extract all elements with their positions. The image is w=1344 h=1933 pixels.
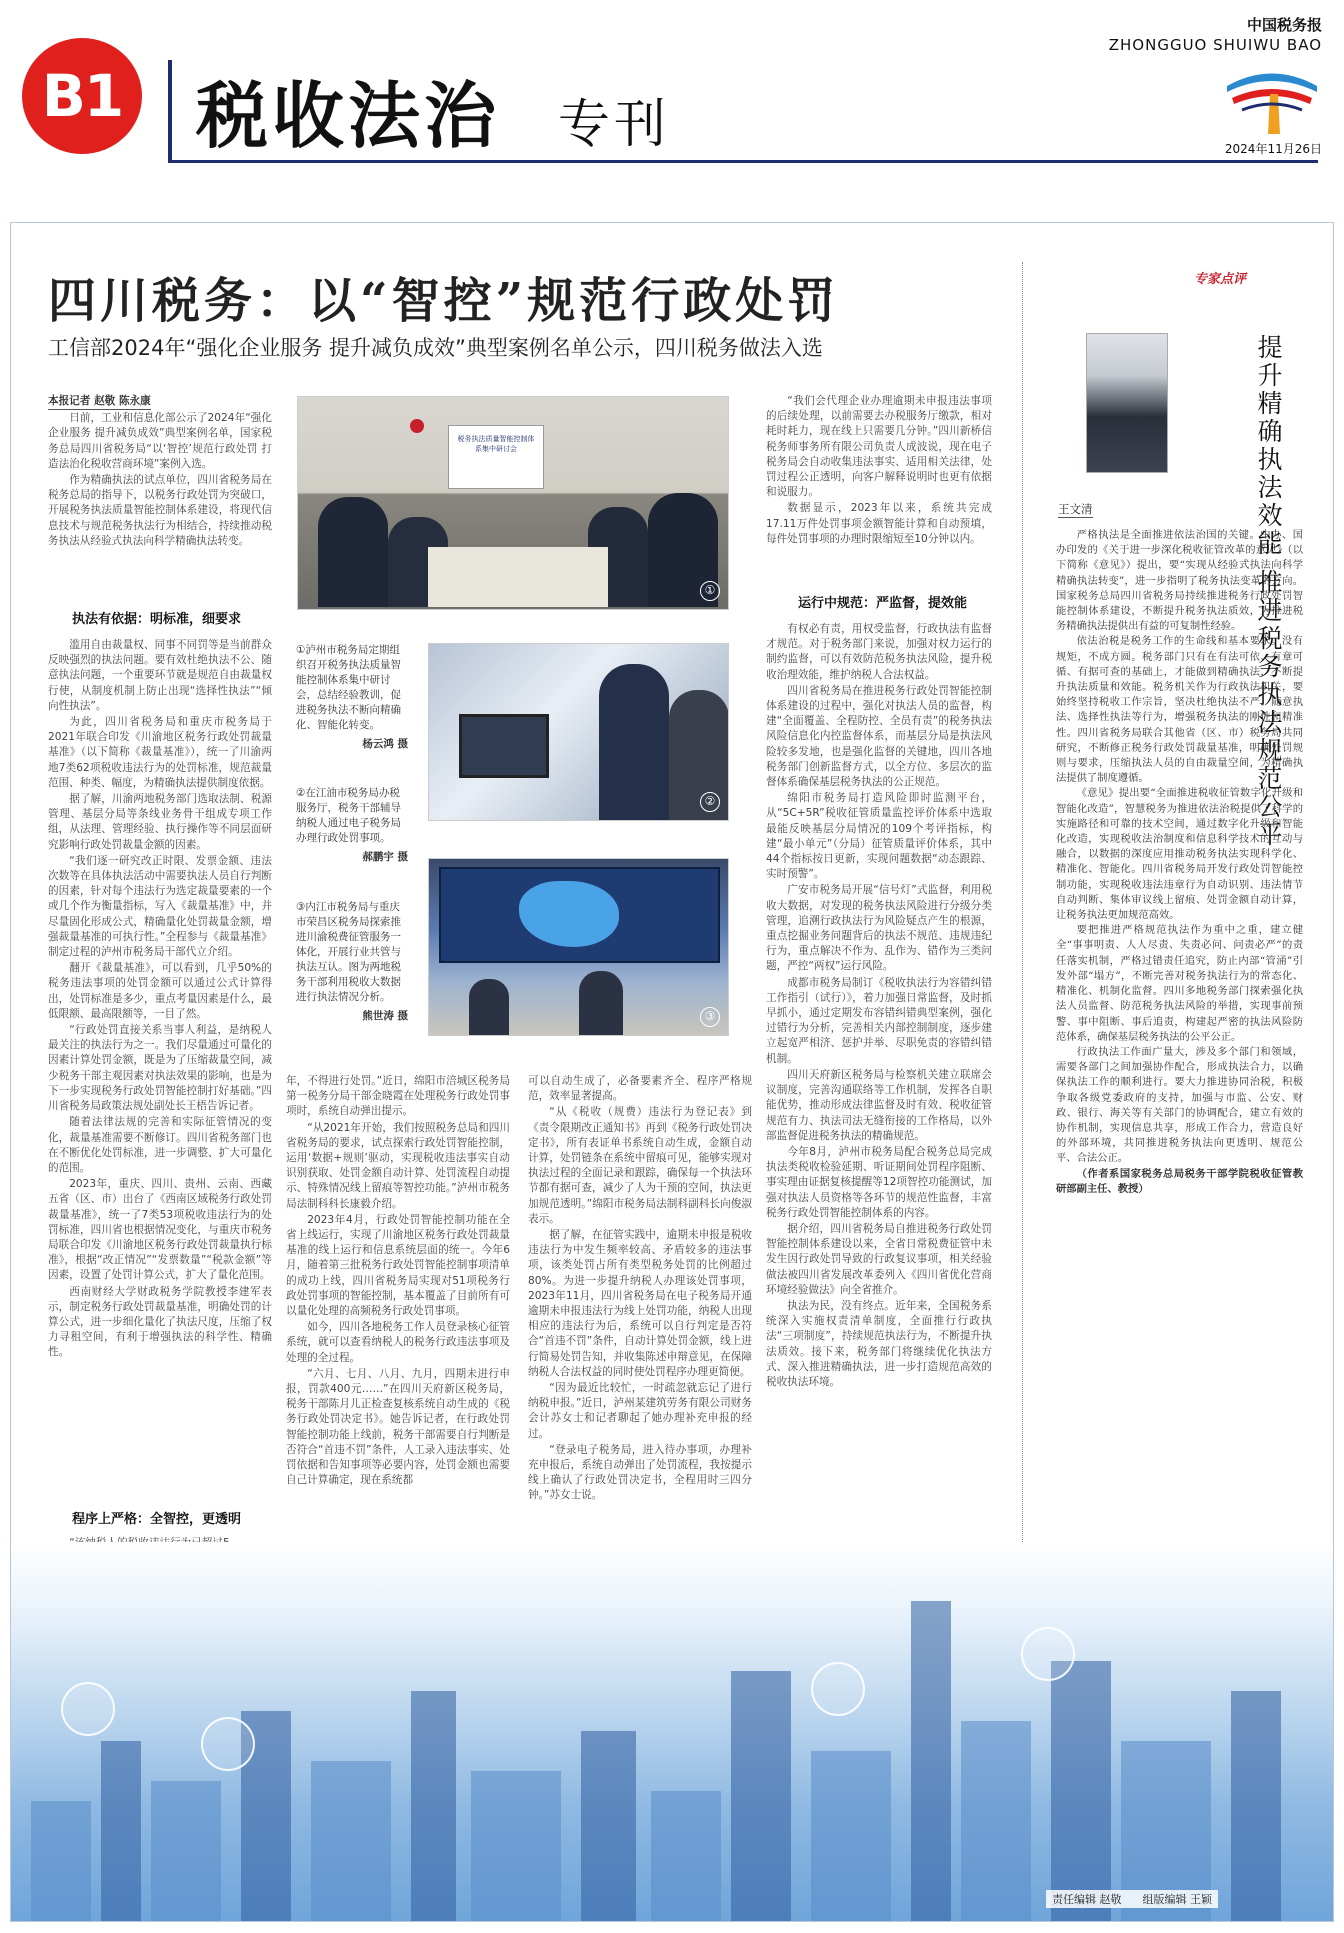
paragraph: 翻开《裁量基准》，可以看到，几乎50%的税务违法事项的处罚金额可以通过公式计算得出，处罚标准是多少，重点考量因素是什么，最低限额、最高限额等，一目了然。 xyxy=(48,962,272,1020)
emblem-icon xyxy=(410,419,424,433)
paragraph: 四川天府新区税务局与检察机关建立联席会议制度，完善沟通联络等工作机制，发挥各自职能优势，推动形成法律监督及时有效、税收征管规范有力、执法司法无缝衔接的工作格局，以外部监督促进税务执法的精确规范。 xyxy=(766,1068,992,1142)
paragraph: 据了解，在征管实践中，逾期未申报是税收违法行为中发生频率较高、矛盾较多的违法事项，该类处罚占所有类型税务处罚的比例超过80%。为进一步提升纳税人办理该处罚事项，2023年11月，四川省税务局在电子税务局开通逾期未申报违法行为线上处罚功能，纳税人出现相应的违法行为后，系统可以自行判定是否符合“首违不罚”条件，自动计算处罚金额，线上进行简易处罚告知，并收集陈述申辩意见，在保障纳税人合法权益的同时使处罚程序办理更简便。 xyxy=(528,1229,752,1378)
building xyxy=(581,1731,636,1921)
paragraph: 执法为民，没有终点。近年来，全国税务系统深入实施权责清单制度，全面推行行政执法“三项制度”，持续规范执法行为，不断提升执法质效。接下来，税务部门将继续优化执法方式、深入推进精确执法，进一步打造规范高效的税收执法环境。 xyxy=(766,1299,992,1388)
masthead xyxy=(0,0,1344,215)
column-divider xyxy=(1022,262,1023,1562)
paragraph: 依法治税是税务工作的生命线和基本要求。没有规矩，不成方圆。税务部门只有在有法可依、有章可循、有据可查的基础上，才能做到精确执法，不断提升执法质量和效能。税务机关作为行政执法机关，要始终坚持税收工作宗旨，坚决杜绝执法不严、随意执法、选择性执法等行为，增强税务执法的刚性和精准性。四川省税务局联合其他省（区、市）税务局共同研究，不断修正税务行政处罚裁量基准，明确处罚规则与要求，压缩执法人员的自由裁量空间，为精确执法提供了制度遵循。 xyxy=(1056,635,1303,785)
editor-credits xyxy=(1046,1890,1218,1908)
building xyxy=(811,1751,891,1921)
paragraph: 据了解，川渝两地税务部门选取法制、税源管理、基层分局等条线业务骨干组成专项工作组，从法理、管理经验、执行操作等不同层面研究影响行政处罚裁量金额的因素。 xyxy=(48,793,272,851)
paragraph: “因为最近比较忙，一时疏忽就忘记了进行纳税申报。”近日，泸州某建筑劳务有限公司财务会计苏女士和记者聊起了她办理补充申报的经过。 xyxy=(528,1382,752,1440)
paragraph: “从2021年开始，我们按照税务总局和四川省税务局的要求，试点探索行政处罚智能控制，运用‘数据+规则’驱动，实现税收违法事实自动识别获取、处罚金额自动计算、处罚流程自动提示、特殊情况线上留痕等智控功能。”泸州市税务局法制科科长康毅介绍。 xyxy=(286,1121,510,1210)
paragraph: 四川省税务局在推进税务行政处罚智能控制体系建设的过程中，强化对执法人员的监督，构建“全面覆盖、全程防控、全员有责”的税务执法风险信息化内控监督体系，而基层分局是执法风险较多发地，也是强化监督的关键地，四川各地税务部门创新监督方式，以全方位、多层次的监督体系确保基层税务执法的公正规范。 xyxy=(766,684,992,789)
paragraph: “登录电子税务局，进入待办事项，办理补充申报后，系统自动弹出了处罚流程，我按提示线上确认了行政处罚决定书，全程用时三四分钟。”苏女士说。 xyxy=(528,1443,752,1502)
paragraph: 可以自动生成了，必备要素齐全、程序严格规范，效率显著提高。 xyxy=(528,1075,752,1103)
paragraph: 绵阳市税务局打造风险即时监测平台，从“5C+5R”税收征管质量监控评价体系中选取最能反映基层分局情况的109个考评指标，构建“最小单元”（分局）征管质量评价体系，其中44个指标按日更新，实现问题数据“动态跟踪、实时预警”。 xyxy=(766,792,992,881)
building xyxy=(911,1601,951,1921)
person-figure xyxy=(318,497,388,607)
masthead-horizontal-rule xyxy=(168,160,1318,163)
paragraph: “从《税收（规费）违法行为登记表》到《责令限期改正通知书》再到《税务行政处罚决定书》，所有表证单书系统自动生成，金额自动计算，处罚链条在系统中留痕可见，能够实现对执法过程的全面记录和跟踪，确保每一个执法环节都有据可查，减少了人为干预的空间，执法更加规范透明。”绵阳市税务局法制科副科长向俊淑表示。 xyxy=(528,1106,752,1225)
photo-data-analysis xyxy=(428,858,729,1036)
newspaper-name: 中国税务报 xyxy=(1246,16,1322,34)
paragraph: 随着法律法规的完善和实际征管情况的变化，裁量基准需要不断修订。四川省税务部门也在不断优化处罚标准，进一步调整、扩大可量化的范围。 xyxy=(48,1116,272,1174)
building xyxy=(311,1761,391,1921)
editor-label: 责任编辑 xyxy=(1052,1893,1096,1906)
network-node-icon xyxy=(1021,1627,1075,1681)
paragraph: 行政执法工作面广量大，涉及多个部门和领域，需要各部门之间加强协作配合，形成执法合力，以确保执法工作的顺利进行。要大力推进协同治税，积极争取各级党委政府的支持，加强与市监、公安、财政、银行、海关等有关部门的协调配合，建立有效的协作机制，实现信息共享，形成工作合力，营造良好的外部环境，共同推进税务执法向更透明、规范公平、合法公正。 xyxy=(1056,1045,1303,1165)
paragraph: 数据显示，2023年以来，系统共完成17.11万件处罚事项金额智能计算和自动预填，每件处罚事项的办理时限缩短至10分钟以内。 xyxy=(766,502,992,545)
article-column-3 xyxy=(528,1074,752,1505)
section-heading-3: 运行中规范：严监督，提效能 xyxy=(798,596,968,611)
paragraph: 年，不得进行处罚。”近日，绵阳市涪城区税务局第一税务分局干部金晓霞在处理税务行政处罚事项时，系统自动弹出提示。 xyxy=(286,1075,510,1118)
network-node-icon xyxy=(811,1662,865,1716)
newspaper-logo-icon xyxy=(1222,66,1322,136)
photo-number: ③ xyxy=(700,1007,720,1027)
paragraph: 2023年4月，行政处罚智能控制功能在全省上线运行，实现了川渝地区税务行政处罚裁量基准的线上运行和信息系统层面的统一。今年6月，随着第三批税务行政处罚智能控制事项清单的成功上线，四川省税务局实现对51项税务行政处罚事项的智能控制，基本覆盖了目前所有可以量化处理的高频税务行政处罚事项。 xyxy=(286,1213,510,1318)
paragraph: 作为精确执法的试点单位，四川省税务局在税务总局的指导下，以税务行政处罚为突破口，开展税务执法质量智能控制体系建设，将现代信息技术与规范税务执法行为相结合，持续推动税务执法从经验式执法向科学精确执法转变。 xyxy=(48,474,272,547)
person-figure xyxy=(469,979,509,1036)
byline: 本报记者 赵敬 陈永康 xyxy=(48,394,151,410)
photo-caption-1: ①泸州市税务局定期组织召开税务执法质量智能控制体系集中研讨会，总结经验教训，促进税务执法不断向精确化、智能化转变。 杨云鸿 摄 xyxy=(296,644,408,750)
expert-body xyxy=(1056,528,1303,1197)
photo-number: ② xyxy=(700,792,720,812)
paragraph: “我们会代理企业办理逾期未申报违法事项的后续处理，以前需要去办税服务厅缴款，相对耗时耗力，现在线上只需要几分钟。”四川新桥信税务师事务所有限公司负责人成波说，现在电子税务局会自动收集违法事实、适用相关法律，处罚过程公正透明，向客户解释说明时也更有依据和说服力。 xyxy=(766,395,992,499)
building xyxy=(1231,1691,1281,1921)
author-portrait xyxy=(1086,333,1168,473)
section-subtitle: 专刊 xyxy=(558,95,671,155)
article-column-1 xyxy=(48,394,272,550)
building xyxy=(471,1771,561,1921)
paragraph: 《意见》提出要“全面推进税收征管数字化升级和智能化改造”，智慧税务为推进依法治税提供了科学的实施路径和可靠的技术空间，通过数字化升级和智能化改造，实现税收法治制度和信息科学技术的互动与融合，以数据的深度应用推动税务执法实现科学化、精准化、智能化。四川省税务局开发行政处罚智能控制功能，实现税收违法违章行为自动识别、违法情节自动判断、集体审议线上留痕、处罚金额自动计算，让税务执法更加规范高效。 xyxy=(1056,787,1303,922)
paragraph: “行政处罚直接关系当事人利益，是纳税人最关注的执法行为之一。我们尽量通过可量化的因素计算处罚金额，既是为了压缩裁量空间，减少税务干部主观因素对执法效果的影响，也是为下一步实现税务行政处罚智能控制打好基础。”四川省税务局政策法规处副处长王梧告诉记者。 xyxy=(48,1024,272,1113)
editor-name: 赵敬 xyxy=(1099,1893,1122,1906)
article-column-2 xyxy=(286,1074,510,1489)
building xyxy=(411,1691,456,1921)
building xyxy=(101,1741,141,1921)
issue-date: 2024年11月26日 xyxy=(1224,142,1322,156)
section-title: 税收法治 xyxy=(196,74,501,158)
author-note: （作者系国家税务总局税务干部学院税收征管教研部副主任、教授） xyxy=(1056,1167,1303,1195)
photo-number: ① xyxy=(700,581,720,601)
paragraph: 今年8月，泸州市税务局配合税务总局完成执法类税收检验延期、听证期间处罚程序阻断、事实理由证据复核提醒等12项智控功能测试，加强对执法人员资格等各环节的规范性监督，丰富税务行政处罚智能控制体系的内容。 xyxy=(766,1145,992,1219)
skyline-banner xyxy=(11,1542,1333,1921)
paragraph: 西南财经大学财政税务学院教授李建军表示，制定税务行政处罚裁量基准，明确处罚的计算公式，进一步细化量化了执法尺度，压缩了权力寻租空间，有利于增强执法的科学性、精确性。 xyxy=(48,1285,272,1359)
masthead-vertical-rule xyxy=(168,60,172,160)
building xyxy=(651,1791,721,1921)
article-headline: 四川税务：以“智控”规范行政处罚 xyxy=(48,273,840,329)
computer-monitor xyxy=(459,714,549,778)
conference-table xyxy=(428,547,608,607)
photo-credit: 杨云鸿 摄 xyxy=(362,738,408,750)
photo-credit: 熊世涛 摄 xyxy=(362,1010,408,1022)
paragraph: 要把推进严格规范执法作为重中之重，建立健全“事事明责、人人尽责、失责必问、问责必严”的责任落实机制，严格过错责任追究，防止内部“管涌”引发外部“塌方”，不断完善对税务执法行为的常态化、精准化、机制化监督。四川多地税务部门探索强化执法人员监督、防范税务执法风险的举措，实现事前预警、事中阻断、事后追责，构建起严密的执法风险防范体系，确保基层税务执法的公平公正。 xyxy=(1056,924,1303,1043)
photo-credit: 郝鹏宇 摄 xyxy=(362,851,408,863)
article-column-4 xyxy=(766,394,992,548)
person-figure xyxy=(579,971,623,1036)
paragraph: 严格执法是全面推进依法治国的关键。中办、国办印发的《关于进一步深化税收征管改革的意见》（以下简称《意见》）提出，要“实现从经验式执法向科学精确执法转变”，进一步指明了税务执法变革的方向。国家税务总局四川省税务局持续推进税务行政处罚智能控制体系建设，不断提升税务执法质效，为推进税务精确执法提供出有益的可复制性经验。 xyxy=(1056,529,1303,633)
photo-tax-hall xyxy=(428,643,729,821)
network-node-icon xyxy=(61,1682,115,1736)
paragraph: 如今，四川各地税务工作人员登录核心征管系统，就可以查看纳税人的税务行政违法事项及处理的全过程。 xyxy=(286,1321,510,1364)
photo-caption-3: ③内江市税务局与重庆市荣昌区税务局探索推进川渝税费征管服务一体化，开展行业共管与执法互认。图为两地税务干部利用税收大数据进行执法情况分析。 熊世涛 摄 xyxy=(296,901,408,1022)
building xyxy=(1051,1661,1111,1921)
paragraph: 为此，四川省税务局和重庆市税务局于2021年联合印发《川渝地区税务行政处罚裁量基准》（以下简称《裁量基准》），统一了川渝两地7类62项税收违法行为的处罚标准，规范裁量范围、种类、幅度，为精确执法提供制度依据。 xyxy=(48,716,272,789)
paragraph: 2023年，重庆、四川、贵州、云南、西藏五省（区、市）出台了《西南区域税务行政处罚裁量基准》，统一了7类53项税收违法行为的处罚标准，四川省也根据情况变化，与重庆市税务局联合印发《川渝地区税务行政处罚裁量执行标准》，根据“改正情况”“发票数量”“税款金额”等因素，设置了处罚计算公式，扩大了量化范围。 xyxy=(48,1178,272,1282)
expert-comment-badge: 专家点评 xyxy=(1194,272,1247,287)
section-heading-1: 执法有依据：明标准，细要求 xyxy=(72,612,242,627)
layout-editor-name: 王颖 xyxy=(1189,1893,1212,1906)
expert-headline: 提升精确执法效能 推进税务执法规范公平 xyxy=(1254,334,1283,849)
paragraph: “我们逐一研究改正时限、发票金额、违法次数等在具体执法活动中需要执法人员自行判断的因素，针对每个违法行为选定裁量要素的一个或几个作为衡量指标，写入《裁量基准》中，并尽量固化形成公式，精确量化处罚裁量金额，增强裁量基准的可执行性。”全程参与《裁量基准》制定过程的泸州市税务局干部代立介绍。 xyxy=(48,854,272,959)
person-figure xyxy=(669,690,729,821)
building xyxy=(151,1781,221,1921)
article-subheadline: 工信部2024年“强化企业服务 提升减负成效”典型案例名单公示，四川税务做法入选 xyxy=(48,336,823,360)
photo-caption-2: ②在江油市税务局办税服务厅，税务干部辅导纳税人通过电子税务局办理行政处罚事项。 郝鹏宇 摄 xyxy=(296,787,408,863)
paragraph: 成都市税务局制订《税收执法行为容错纠错工作指引（试行）》，着力加强日常监督，及时抓早抓小，通过定期发布容错纠错典型案例，强化过错行为分析，完善相关内部控制制度，逐步建立起宽严相济、惩护并举、尽职免责的容错纠错机制。 xyxy=(766,976,992,1065)
paragraph: 据介绍，四川省税务局自推进税务行政处罚智能控制体系建设以来，全省日常税费征管中未发生因行政处罚导致的行政复议事项，相关经验做法被四川省发展改革委列入《四川省优化营商环境经验做法》向全省推介。 xyxy=(766,1222,992,1296)
layout-editor-label: 组版编辑 xyxy=(1142,1893,1187,1906)
section-heading-2: 程序上严格：全智控，更透明 xyxy=(72,1512,242,1527)
photo-seminar xyxy=(297,396,729,610)
article-column-4b xyxy=(766,622,992,1391)
person-figure xyxy=(599,664,669,821)
paragraph: 广安市税务局开展“信号灯”式监督，利用税收大数据，对发现的税务执法风险进行分级分类管理，追溯行政执法行为风险疑点产生的根源，重点挖掘业务问题背后的执法不规范、违规违纪行为，重点解决不作为、乱作为、错作为三类问题，严控“两权”运行风险。 xyxy=(766,884,992,973)
author-name: 王文清 xyxy=(1058,502,1093,516)
paragraph: 有权必有责，用权受监督，行政执法有监督才规范。对于税务部门来说，加强对权力运行的制约监督，可以有效防范税务执法风险，提升税收治理效能，维护纳税人合法权益。 xyxy=(766,623,992,681)
projection-screen: 税务执法质量智能控制体系集中研讨会 xyxy=(448,425,544,489)
paragraph: “六月、七月、八月、九月，四期未进行申报，罚款400元……”在四川天府新区税务局，税务干部陈月儿正检查复核系统自动生成的《税务行政处罚决定书》。她告诉记者，在行政处罚智能控制功能上线前，税务干部需要自行判断是否符合“首违不罚”条件，人工录入违法事实、处罚依据和告知事项等必要内容，处罚金额也需要自己计算确定，现在系统都 xyxy=(286,1367,510,1487)
newspaper-pinyin: ZHONGGUO SHUIWU BAO xyxy=(1108,36,1322,54)
building xyxy=(31,1801,91,1921)
network-node-icon xyxy=(201,1717,255,1771)
paragraph: 日前，工业和信息化部公示了2024年“强化企业服务 提升减负成效”典型案例名单，国家税务总局四川省税务局“以‘智控’规范行政处罚 打造法治化税收营商环境”案例入选。 xyxy=(48,412,272,470)
building xyxy=(731,1671,791,1921)
paragraph: 滥用自由裁量权、同事不同罚等是当前群众反映强烈的执法问题。要有效杜绝执法不公、随意执法问题，一个重要环节就是规范自由裁量权行使，从制度机制上防止出现“选择性执法”“倾向性执法”。 xyxy=(48,639,272,712)
article-column-1b xyxy=(48,638,272,1362)
page-number-badge: B1 xyxy=(22,38,142,154)
building xyxy=(961,1721,1031,1921)
